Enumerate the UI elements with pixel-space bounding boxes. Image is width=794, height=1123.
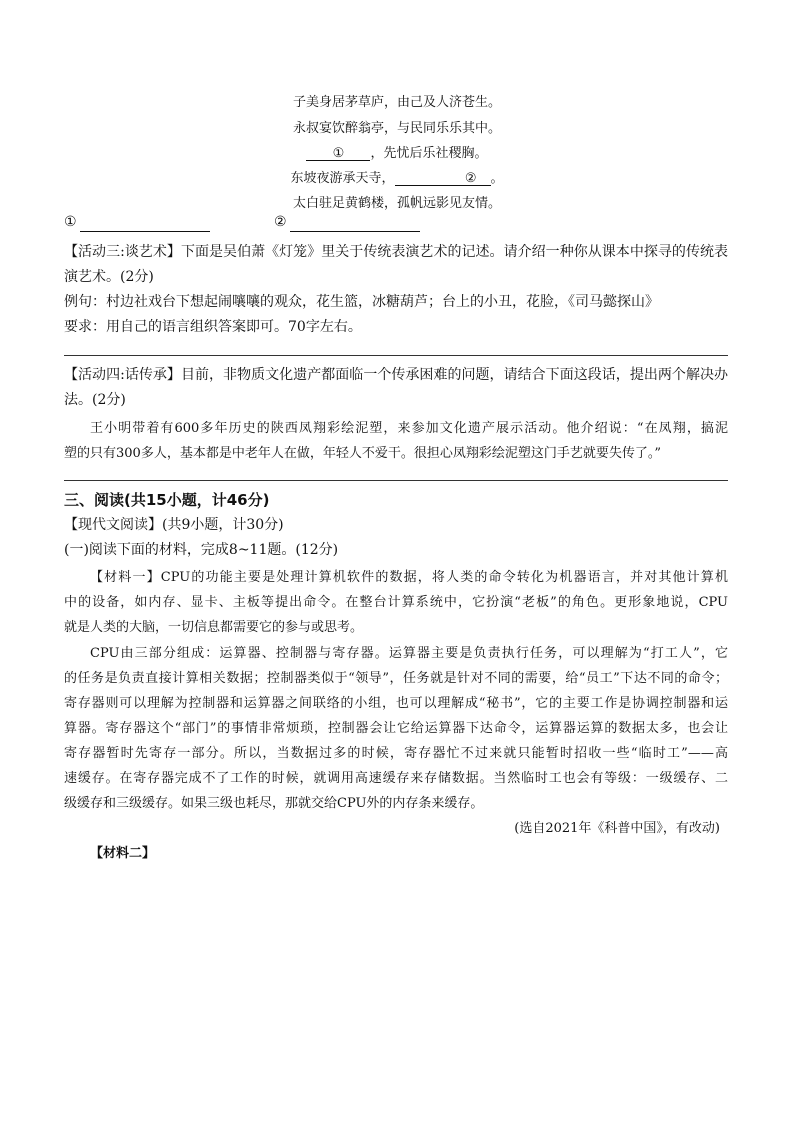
answer-rule-1[interactable] xyxy=(64,355,728,356)
material1-p1-line-2 xyxy=(64,591,728,610)
activity4-quote-1-text: 王小明带着有600多年历史的陕西凤翔彩绘泥塑，来参加文化遗产展示活动。他介绍说：“在凤翔，搞泥 xyxy=(90,421,728,436)
material1-p2-line-2-text: 的任务是负责直接计算相关数据；控制器类似于“领导”，任务就是针对不同的需要，给“员工”下达不同的命令； xyxy=(64,671,728,686)
blank-1-mark: ① xyxy=(332,146,345,161)
material1-source: (选自2021年《科普中国》，有改动) xyxy=(514,821,720,836)
material1-p1-line-1 xyxy=(90,566,728,585)
material1-p1-line-2-text: 中的设备，如内存、显卡、主板等提出命令。在整台计算系统中，它扮演“老板”的角色。更形象地说，CPU xyxy=(64,595,728,610)
part-1-heading: (一)阅读下面的材料，完成8~11题。(12分) xyxy=(64,542,339,558)
material1-p2-line-3-text: 寄存器则可以理解为控制器和运算器之间联络的小组，也可以理解成“秘书”，它的主要工作是协调控制器和运 xyxy=(64,696,728,711)
activity4-quote-1 xyxy=(90,417,728,436)
material1-p1-line-1-text: 【材料一】CPU的功能主要是处理计算机软件的数据，将人类的命令转化为机器语言，并对其他计算机 xyxy=(90,570,728,585)
answer-line-2[interactable] xyxy=(290,231,420,232)
material1-p2-line-7: 级缓存和三级缓存。如果三级也耗尽，那就交给CPU外的内存条来缓存。 xyxy=(64,796,484,811)
activity3-line-2: 演艺术。(2分) xyxy=(64,269,154,285)
material1-p2-line-2 xyxy=(64,667,728,686)
material2-label: 【材料二】 xyxy=(90,846,156,861)
answer-line-1[interactable] xyxy=(80,231,210,232)
poem-line-3 xyxy=(0,142,794,161)
material1-p2-line-5-text: 寄存器暂时先寄存一部分。所以，当数据过多的时候，寄存器忙不过来就只能暂时招收一些“临时工”——高 xyxy=(64,746,728,761)
section-subtitle: 【现代文阅读】(共9小题，计30分) xyxy=(64,517,284,533)
activity4-line-2: 法。(2分) xyxy=(64,392,126,408)
activity3-line-1-text: 【活动三:谈艺术】下面是吴伯萧《灯笼》里关于传统表演艺术的记述。请介绍一种你从课本中探寻的传统表 xyxy=(64,244,728,260)
material1-p2-line-1-text: CPU由三部分组成：运算器、控制器与寄存器。运算器主要是负责执行任务，可以理解为“打工人”，它 xyxy=(90,646,728,661)
section-title: 三、阅读(共15小题，计46分) xyxy=(64,491,270,509)
poem-line-5: 太白驻足黄鹤楼，孤帆远影见友情。 xyxy=(292,196,501,211)
material1-p2-line-5 xyxy=(64,742,728,761)
poem-line-4-end: 。 xyxy=(490,171,504,186)
activity4-line-1 xyxy=(64,364,728,384)
activity4-quote-2: 塑的只有300多人，基本都是中老年人在做，年轻人不爱干。很担心凤翔彩绘泥塑这门手艺就要失传了。” xyxy=(64,446,661,461)
activity3-example: 例句：村边社戏台下想起闹嚷嚷的观众，花生篮，冰糖葫芦；台上的小丑，花脸，《司马懿探山》 xyxy=(64,294,659,310)
poem-line-4-start: 东坡夜游承天寺， xyxy=(290,171,395,186)
blank-1[interactable] xyxy=(306,146,370,161)
poem-line-3-text: ，先忧后乐社稷胸。 xyxy=(370,146,488,161)
poem-line-1: 子美身居茅草庐，由己及人济苍生。 xyxy=(292,95,501,110)
activity4-line-1-text: 【活动四:话传承】目前，非物质文化遗产都面临一个传承困难的问题，请结合下面这段话，提出两个解决办 xyxy=(64,367,728,383)
material1-p1-line-3: 就是人类的大脑，一切信息都需要它的参与或思考。 xyxy=(64,620,364,635)
poem-line-4 xyxy=(0,167,794,186)
material1-p2-line-4 xyxy=(64,717,728,736)
blank-2-mark: ② xyxy=(464,171,477,186)
activity3-line-1 xyxy=(64,241,728,261)
material1-p2-line-6 xyxy=(64,767,728,786)
blank-2[interactable] xyxy=(395,171,491,186)
answer-rule-2[interactable] xyxy=(64,480,728,481)
material1-p2-line-3 xyxy=(64,692,728,711)
answer-mark-1: ① xyxy=(64,214,77,230)
poem-line-2: 永叔宴饮醉翁亭，与民同乐乐其中。 xyxy=(292,121,501,136)
material1-p2-line-6-text: 速缓存。在寄存器完成不了工作的时候，就调用高速缓存来存储数据。当然临时工也会有等级：一级缓存、二 xyxy=(64,771,728,786)
answer-mark-2: ② xyxy=(274,214,287,230)
material1-p2-line-1 xyxy=(90,642,728,661)
activity3-requirement: 要求：用自己的语言组织答案即可。70字左右。 xyxy=(64,319,362,335)
material1-p2-line-4-text: 算器。寄存器这个“部门”的事情非常烦琐，控制器会让它给运算器下达命令，运算器运算的数据太多，也会让 xyxy=(64,721,728,736)
